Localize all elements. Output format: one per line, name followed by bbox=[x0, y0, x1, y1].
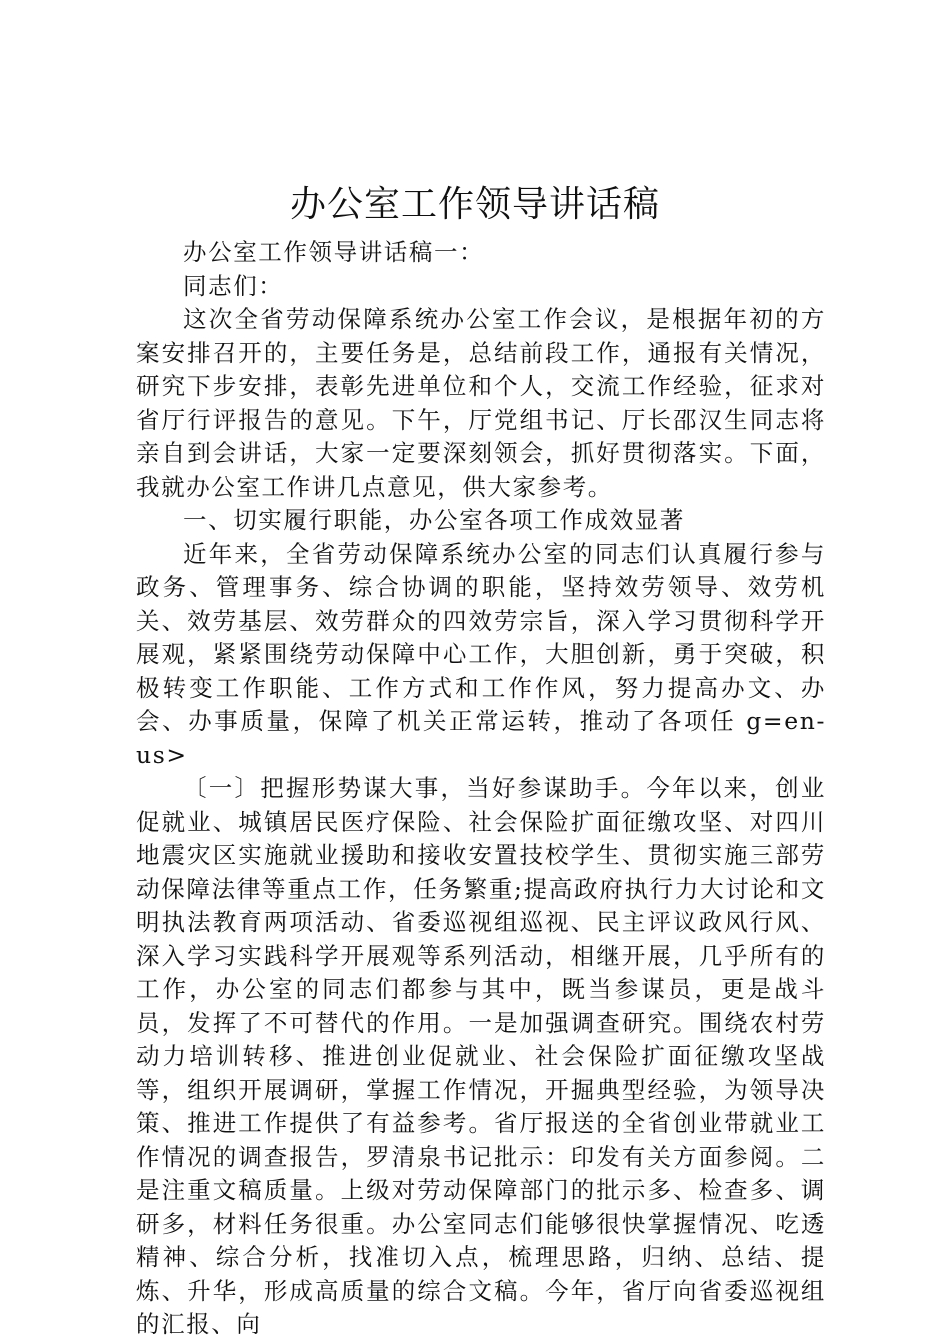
section-heading-one: 一、切实履行职能，办公室各项工作成效显著 bbox=[183, 506, 685, 534]
paragraph-heading-one: 办公室工作领导讲话稿一： bbox=[183, 238, 485, 266]
paragraph-subsection-one: 〔一〕把握形势谋大事，当好参谋助手。今年以来，创业促就业、城镇居民医疗保险、社会保险扩面征缴攻坚、对四川地震灾区实施就业援助和接收安置技校学生、贯彻实施三部劳动保障法律等重点工作，任务繁重;提高政府执行力大讨论和文明执法教育两项活动、省委巡视组巡视、民主评议政风行风、深入学习实践科学开展观等系列活动，相继开展，几乎所有的工作，办公室的同志们都参与其中，既当参谋员，更是战斗员，发挥了不可替代的作用。一是加强调查研究。围绕农村劳动力培训转移、推进创业促就业、社会保险扩面征缴攻坚战等，组织开展调研，掌握工作情况，开掘典型经验，为领导决策、推进工作提供了有益参考。省厅报送的全省创业带就业工作情况的调查报告，罗清泉书记批示：印发有关方面参阅。二是注重文稿质量。上级对劳动保障部门的批示多、检查多、调研多，材料任务很重。办公室同志们能够很快掌握情况、吃透精神、综合分析，找准切入点，梳理思路，归纳、总结、提炼、升华，形成高质量的综合文稿。今年，省厅向省委巡视组的汇报、向 bbox=[136, 774, 826, 1338]
document-title: 办公室工作领导讲话稿 bbox=[289, 184, 660, 225]
paragraph-recent-years: 近年来，全省劳动保障系统办公室的同志们认真履行参与政务、管理事务、综合协调的职能，坚持效劳领导、效劳机关、效劳基层、效劳群众的四效劳宗旨，深入学习贯彻科学开展观，紧紧围绕劳动保障中心工作，大胆创新，勇于突破，积极转变工作职能、工作方式和工作作风，努力提高办文、办会、办事质量，保障了机关正常运转，推动了各项任 g=en-us> bbox=[136, 539, 826, 769]
document-body bbox=[136, 236, 826, 1342]
paragraph-intro: 这次全省劳动保障系统办公室工作会议，是根据年初的方案安排召开的，主要任务是，总结前段工作，通报有关情况，研究下步安排，表彰先进单位和个人，交流工作经验，征求对省厅行评报告的意见。下午，厅党组书记、厅长邵汉生同志将亲自到会讲话，大家一定要深刻领会，抓好贯彻落实。下面，我就办公室工作讲几点意见，供大家参考。 bbox=[136, 305, 826, 501]
paragraph-salutation: 同志们： bbox=[183, 271, 284, 300]
